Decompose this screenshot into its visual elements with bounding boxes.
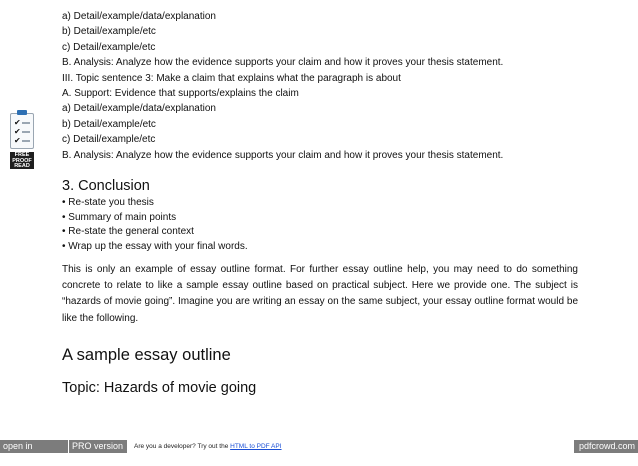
- conclusion-bullet: • Re-state the general context: [62, 226, 194, 237]
- checklist-line: [22, 131, 30, 133]
- outline-line: A. Support: Evidence that supports/explains the claim: [62, 88, 299, 100]
- outline-line: B. Analysis: Analyze how the evidence supports your claim and how it proves your thesis statement.: [62, 149, 504, 161]
- promo-text: Are you a developer? Try out the: [134, 443, 229, 450]
- outline-line: c) Detail/example/etc: [62, 41, 156, 53]
- conclusion-bullet-list: [62, 196, 578, 254]
- sample-outline-heading: A sample essay outline: [62, 346, 231, 364]
- outline-line: c) Detail/example/etc: [62, 134, 156, 146]
- badge-line: FREE: [14, 152, 30, 158]
- badge-line: PROOF: [12, 157, 32, 164]
- explanation-paragraph: This is only an example of essay outline format. For further essay outline help, you may need to do something concrete to relate to like a sample essay outline based on practical subject. Here we provide one. The subject is “hazards of movie going”. Imagine you are writing an essay on the same subject, your essay outline format would be like the following.: [62, 264, 578, 324]
- badge-line: READ: [14, 163, 30, 170]
- free-proofread-badge[interactable]: [10, 152, 34, 169]
- outline-line: b) Detail/example/etc: [62, 118, 156, 130]
- checklist-line: [22, 122, 30, 124]
- outline-text: [62, 9, 578, 163]
- pdfcrowd-brand-link[interactable]: pdfcrowd.com: [574, 440, 638, 453]
- topic-heading: Topic: Hazards of movie going: [62, 380, 257, 396]
- outline-line: a) Detail/example/data/explanation: [62, 11, 216, 22]
- conclusion-heading: 3. Conclusion: [62, 178, 150, 194]
- open-in-browser-button[interactable]: open in browser: [0, 440, 68, 453]
- conclusion-bullet: • Summary of main points: [62, 211, 177, 223]
- pdfcrowd-footer: [0, 440, 638, 464]
- outline-line: B. Analysis: Analyze how the evidence supports your claim and how it proves your thesis statement.: [62, 57, 504, 69]
- free-proofread-widget[interactable]: [10, 113, 34, 169]
- outline-line: III. Topic sentence 3: Make a claim that explains what the paragraph is about: [62, 72, 401, 84]
- pro-version-button[interactable]: PRO version: [69, 440, 127, 453]
- checkmark-icon: ✔: [14, 118, 21, 127]
- html-to-pdf-api-link[interactable]: HTML to PDF API: [230, 443, 282, 450]
- outline-line: b) Detail/example/etc: [62, 26, 156, 38]
- checklist-clipboard-icon: [10, 113, 34, 149]
- conclusion-bullet: • Wrap up the essay with your final words.: [62, 240, 248, 252]
- developer-promo: [134, 440, 282, 453]
- checkmark-icon: ✔: [14, 136, 21, 145]
- checklist-line: [22, 140, 30, 142]
- checkmark-icon: ✔: [14, 127, 21, 136]
- outline-line: a) Detail/example/data/explanation: [62, 103, 216, 115]
- clipboard-clip: [17, 110, 27, 115]
- conclusion-bullet: • Re-state you thesis: [62, 197, 154, 208]
